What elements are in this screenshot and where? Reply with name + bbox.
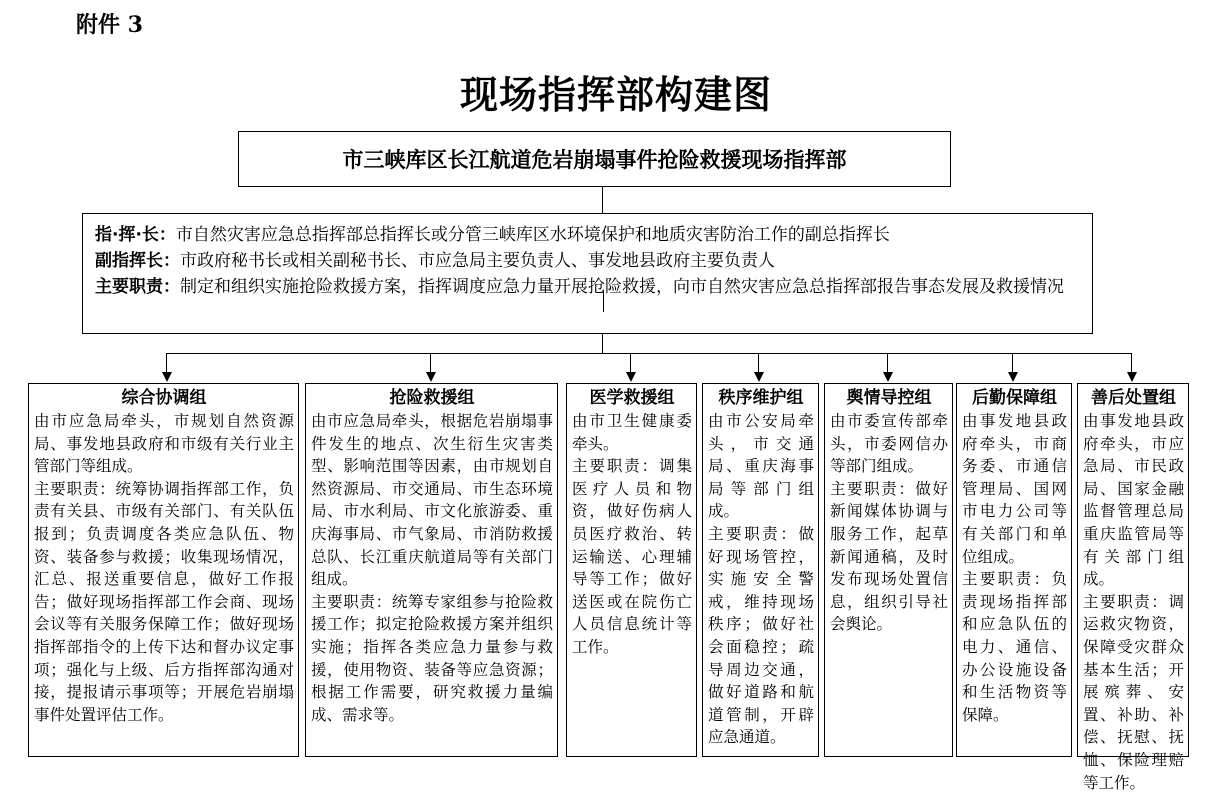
arrow-head <box>626 372 636 382</box>
group-duties: 主要职责：做好现场管控，实施安全警戒，维持现场秩序；做好社会面稳控；疏导周边交通，做好道路和航道管制，开辟应急通道。 <box>708 524 814 747</box>
group-box <box>566 383 697 757</box>
group-members: 由市卫生健康委牵头。 <box>572 412 692 453</box>
headquarters-box <box>238 131 951 187</box>
group-members: 由事发地县政府牵头，市应急局、市民政局、国家金融监督管理总局重庆监管局等有关部门组成。 <box>1083 412 1184 589</box>
connector-group-2 <box>430 353 431 372</box>
group-box <box>702 383 819 757</box>
connector-group-4 <box>758 353 759 372</box>
group-body <box>572 410 692 659</box>
group-members: 由市委宣传部牵头，市委网信办等部门组成。 <box>830 412 948 476</box>
group-body <box>1083 410 1184 794</box>
group-box <box>956 383 1072 757</box>
connector-hq-to-leadership <box>602 187 603 213</box>
group-duties: 主要职责：负责现场指挥部和应急队伍的电力、通信、办公设施设备和生活物资等保障。 <box>962 570 1067 724</box>
group-title: 后勤保障组 <box>972 388 1057 408</box>
group-box <box>305 383 558 757</box>
leadership-box <box>82 213 1093 334</box>
duty-row <box>95 274 1080 300</box>
group-body <box>34 410 294 726</box>
group-duties: 主要职责：调运救灾物资，保障受灾群众基本生活；开展殡葬、安置、补助、补偿、抚慰、抚恤、保险理赔等工作。 <box>1083 592 1184 792</box>
group-body <box>311 410 553 726</box>
duty-text: 制定和组织实施抢险救援方案，指挥调度应急力量开展抢险救援，向市自然灾害应急总指挥部报告事态发展及救援情况 <box>180 277 1064 297</box>
group-duties: 主要职责：做好新闻媒体协调与服务工作，起草新闻通稿，及时发布现场处置信息，组织引导社会舆论。 <box>830 479 948 634</box>
group-duties: 主要职责：统筹协调指挥部工作，负责有关县、市级有关部门、有关队伍报到；负责调度各类应急队伍、物资、装备参与救援；收集现场情况，汇总、报送重要信息，做好工作报告；做好现场指挥部工作会商、现场会议等有关服务保障工作；做好现场指挥部指令的上传下达和督办议定事项；强化与上级、后方指挥部沟通对接，提报请示事项等；开展危岩崩塌事件处置评估工作。 <box>34 479 294 724</box>
connector-bus <box>166 353 1131 354</box>
group-title: 综合协调组 <box>121 388 207 408</box>
connector-group-6 <box>1012 353 1013 372</box>
group-duties: 主要职责：统筹专家组参与抢险救援工作；拟定抢险救援方案并组织实施；指挥各类应急力量参与救援，使用物资、装备等应急资源；根据工作需要，研究救援力量编成、需求等。 <box>311 592 553 724</box>
deputy-row <box>95 248 1080 274</box>
connector-leadership-to-bus <box>602 334 603 353</box>
group-body <box>708 410 814 749</box>
group-title: 善后处置组 <box>1091 388 1176 408</box>
group-box <box>1077 383 1189 792</box>
headquarters-name: 市三峡库区长江航道危岩崩塌事件抢险救援现场指挥部 <box>342 148 847 172</box>
duty-label: 主要职责： <box>95 277 180 297</box>
group-members: 由事发地县政府牵头，市商务委、市通信管理局、国网市电力公司等有关部门和单位组成。 <box>962 412 1067 566</box>
connector-group-7 <box>1131 353 1132 372</box>
connector-group-3 <box>630 353 631 372</box>
connector-group-5 <box>887 353 888 372</box>
group-box <box>824 383 953 757</box>
group-title: 医学救援组 <box>589 388 675 408</box>
arrow-head <box>883 372 893 382</box>
arrow-head <box>1127 372 1137 382</box>
connector-group-1 <box>166 353 167 372</box>
group-members: 由市公安局牵头，市交通局、重庆海事局等部门组成。 <box>708 412 814 521</box>
arrow-head <box>1008 372 1018 382</box>
group-body <box>962 410 1067 726</box>
group-duties: 主要职责：调集医疗人员和物资，做好伤病人员医疗救治、转运输送、心理辅导等工作；做好送医或在院伤亡人员信息统计等工作。 <box>572 457 692 656</box>
group-members: 由市应急局牵头，根据危岩崩塌事件发生的地点、次生衍生灾害类型、影响范围等因素，由市规划自然资源局、市交通局、市生态环境局、市水利局、市文化旅游委、重庆海事局、市气象局、市消防救援总队、长江重庆航道局等有关部门组成。 <box>311 412 553 589</box>
arrow-head <box>754 372 764 382</box>
group-title: 舆情导控组 <box>846 388 932 408</box>
deputy-label: 副指挥长： <box>95 251 180 271</box>
group-members: 由市应急局牵头，市规划自然资源局、事发地县政府和市级有关行业主管部门等组成。 <box>34 412 294 476</box>
text-cursor <box>603 290 604 312</box>
arrow-head <box>426 372 436 382</box>
group-box <box>28 383 299 757</box>
diagram-title: 现场指挥部构建图 <box>459 72 772 117</box>
group-title: 秩序维护组 <box>718 388 804 408</box>
group-title: 抢险救援组 <box>389 388 475 408</box>
attachment-label: 附件 3 <box>76 12 143 38</box>
commander-row <box>95 222 1080 248</box>
commander-label: 指·挥·长： <box>95 225 176 245</box>
group-body <box>830 410 948 636</box>
commander-text: 市自然灾害应急总指挥部总指挥长或分管三峡库区水环境保护和地质灾害防治工作的副总指挥长 <box>175 225 890 245</box>
arrow-head <box>162 372 172 382</box>
deputy-text: 市政府秘书长或相关副秘书长、市应急局主要负责人、事发地县政府主要负责人 <box>180 251 775 271</box>
